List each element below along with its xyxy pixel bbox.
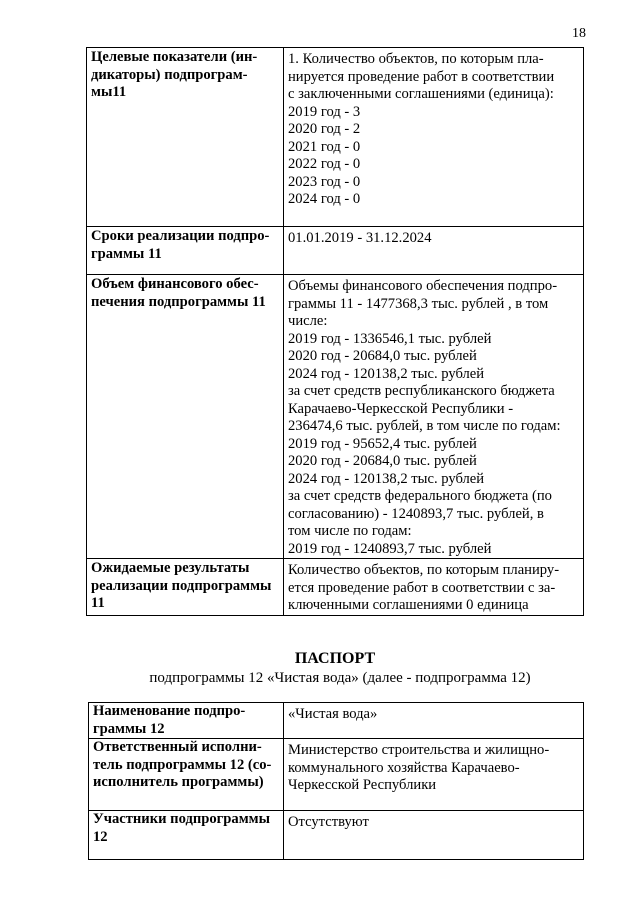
row-value-cell [284, 48, 584, 227]
row-value-cell [284, 739, 584, 811]
row-label-line: граммы 12 [93, 720, 165, 737]
page-number: 18 [572, 26, 586, 41]
row-value-line: 2019 год - 1336546,1 тыс. рублей [288, 330, 492, 347]
table-row [89, 739, 584, 811]
passport-title: ПАСПОРТ [294, 650, 376, 667]
row-label-cell [89, 703, 284, 739]
row-label-line: исполнитель программы) [93, 774, 264, 790]
row-value-line: Количество объектов, по которым планиру- [288, 562, 560, 578]
row-label-cell [87, 227, 284, 275]
table-row [89, 811, 584, 860]
row-label-line: мы11 [91, 84, 127, 100]
row-label-cell [87, 559, 284, 616]
row-label-line: 11 [91, 595, 105, 611]
row-value-line: за счет средств федерального бюджета (по [288, 488, 552, 504]
row-value-line: 2020 год - 20684,0 тыс. рублей [288, 453, 477, 469]
row-label-cell [89, 811, 284, 860]
row-value-line: 2020 год - 2 [288, 121, 361, 137]
row-value-line: 2019 год - 1240893,7 тыс. рублей [288, 540, 492, 557]
row-label-line: граммы 11 [91, 245, 162, 262]
row-value-cell [284, 227, 584, 275]
row-value-line: ключенными соглашениями 0 единица [288, 597, 529, 613]
row-value-line: с заключенными соглашениями (единица): [288, 86, 554, 102]
row-value-line: 2023 год - 0 [288, 173, 361, 190]
table-row [87, 48, 584, 227]
row-label-line: Ожидаемые результаты [91, 560, 250, 576]
row-label-cell [87, 275, 284, 559]
row-value-cell [284, 811, 584, 860]
row-value-line: 2019 год - 3 [288, 103, 361, 120]
row-value-line: 2024 год - 0 [288, 191, 361, 207]
row-label-line: Ответственный исполни- [93, 739, 262, 755]
row-label-line: реализации подпрограммы [91, 577, 272, 594]
table-row [87, 227, 584, 275]
row-label-line: печения подпрограммы 11 [91, 293, 266, 310]
passport-subtitle: подпрограммы 12 «Чистая вода» (далее - подпрограмма 12) [149, 670, 531, 686]
row-value-line: граммы 11 - 1477368,3 тыс. рублей , в том [288, 295, 549, 312]
row-label-line: Сроки реализации подпро- [91, 228, 270, 244]
row-value-line: Министерство строительства и жилищно- [288, 742, 550, 758]
row-value-line: том числе по годам: [288, 523, 412, 539]
row-label-cell [89, 739, 284, 811]
row-value-line: коммунального хозяйства Карачаево- [288, 759, 520, 776]
row-value-cell [284, 559, 584, 616]
row-value-line: Отсутствуют [288, 814, 369, 830]
row-label-line: Участники подпрограммы [93, 811, 270, 827]
row-value-line: 2024 год - 120138,2 тыс. рублей [288, 365, 485, 382]
subprogram-11-passport-table [86, 47, 584, 616]
table-row [89, 703, 584, 739]
row-value-line: числе: [288, 313, 328, 329]
row-value-line: 1. Количество объектов, по которым пла- [288, 51, 544, 67]
row-label-line: Целевые показатели (ин- [91, 49, 258, 65]
row-label-line: дикаторы) подпрограм- [91, 66, 248, 83]
row-value-line: согласованию) - 1240893,7 тыс. рублей, в [288, 505, 544, 522]
row-value-line: 2024 год - 120138,2 тыс. рублей [288, 470, 485, 487]
row-value-line: Черкесской Республики [288, 777, 437, 793]
row-label-line: Наименование подпро- [93, 703, 246, 719]
table2-body [89, 703, 584, 860]
table-row [87, 275, 584, 559]
row-value-line: 2022 год - 0 [288, 156, 361, 172]
row-label-line: Объем финансового обес- [91, 276, 259, 292]
row-value-line: Объемы финансового обеспечения подпро- [288, 278, 558, 294]
table-row [87, 559, 584, 616]
row-label-line: 12 [93, 828, 108, 845]
row-value-cell [284, 275, 584, 559]
row-value-line: 2020 год - 20684,0 тыс. рублей [288, 348, 477, 364]
row-value-line: 2021 год - 0 [288, 138, 361, 155]
table1-body [87, 48, 584, 616]
row-value-line: нируется проведение работ в соответствии [288, 68, 555, 85]
row-value-line: «Чистая вода» [288, 706, 378, 722]
row-value-line: за счет средств республиканского бюджета [288, 383, 555, 399]
subprogram-12-passport-table [88, 702, 584, 860]
row-value-cell [284, 703, 584, 739]
row-label-cell [87, 48, 284, 227]
row-value-line: ется проведение работ в соответствии с за- [288, 579, 556, 596]
row-value-line: 2019 год - 95652,4 тыс. рублей [288, 435, 477, 452]
row-label-line: тель подпрограммы 12 (со- [93, 756, 272, 773]
row-value-line: 01.01.2019 - 31.12.2024 [288, 230, 432, 246]
row-value-line: Карачаево-Черкесской Республики - [288, 400, 514, 417]
row-value-line: 236474,6 тыс. рублей, в том числе по годам: [288, 418, 561, 434]
